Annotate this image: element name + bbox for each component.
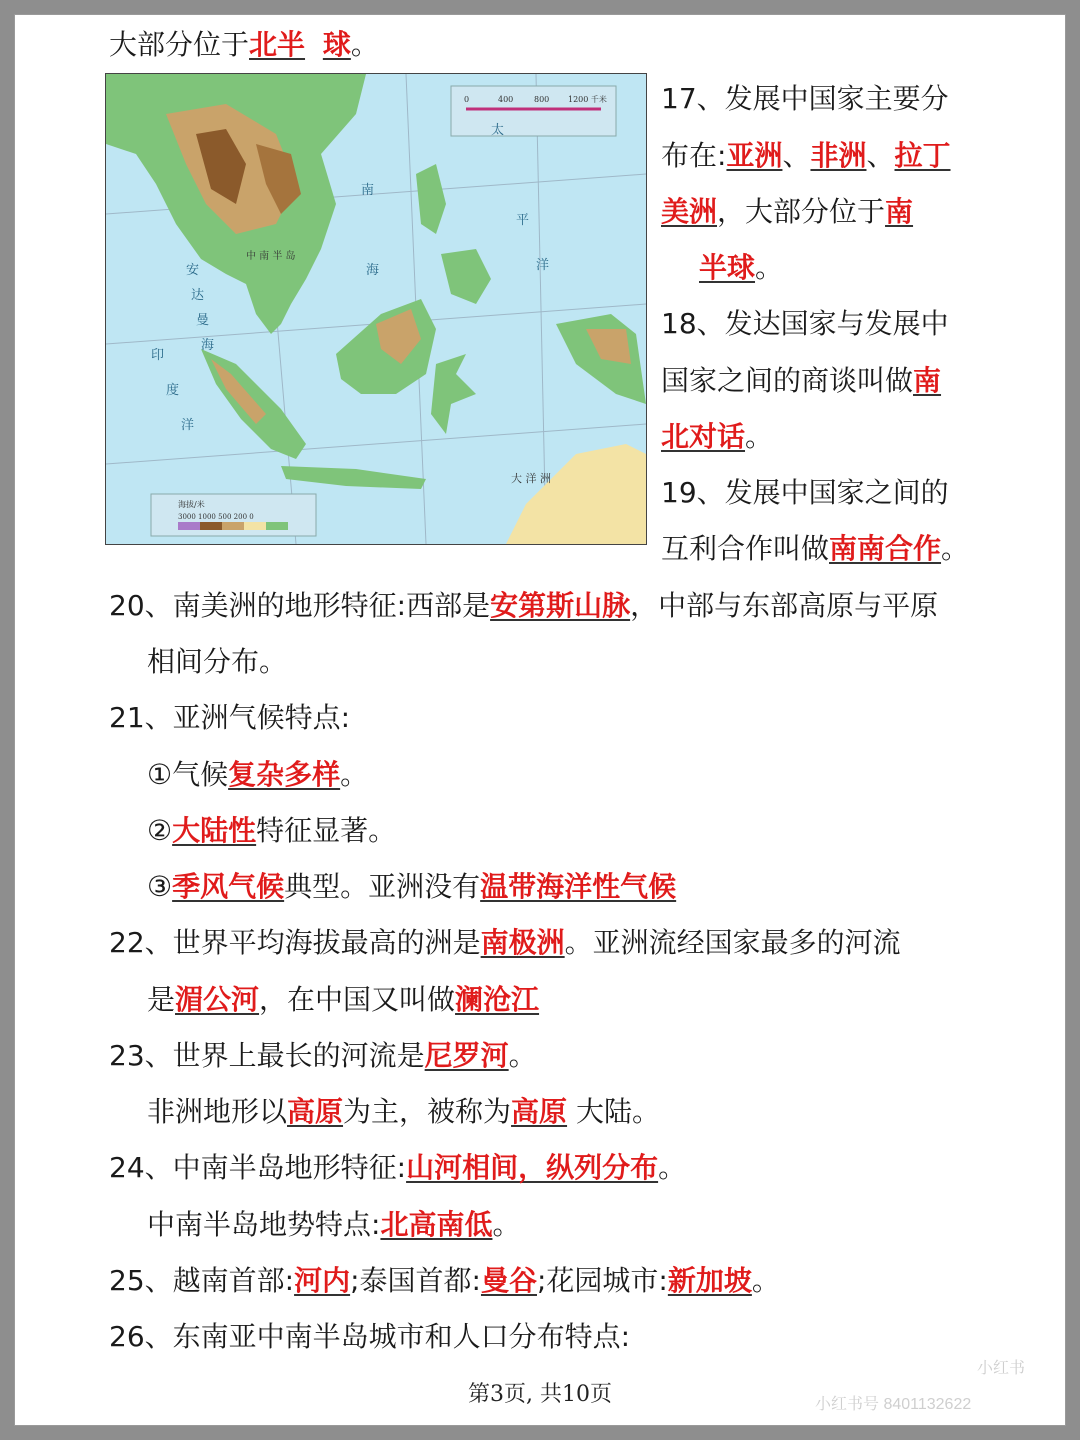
q22-line1 xyxy=(109,923,901,963)
text: 典型。亚洲没有 xyxy=(284,870,481,903)
text: 25、越南首部: xyxy=(109,1264,295,1297)
text: 大部分位于 xyxy=(109,28,250,61)
q25-line xyxy=(109,1261,780,1301)
text: 国家之间的商谈叫做 xyxy=(661,364,914,397)
q19-line2 xyxy=(661,529,969,569)
text: 互利合作叫做 xyxy=(661,532,830,565)
text: ，大部分位于 xyxy=(717,195,886,228)
text: 。 xyxy=(350,28,379,61)
text: 17、发展中国家主要分 xyxy=(661,82,949,115)
text: 相间分布。 xyxy=(147,645,288,678)
scale-label: 1200 千米 xyxy=(568,95,607,104)
scale-label: 0 xyxy=(464,95,470,104)
ocean-label: 度 xyxy=(166,383,180,398)
q17-line3 xyxy=(661,192,913,232)
q24-line2 xyxy=(147,1205,520,1245)
text: 特征显著。 xyxy=(256,814,397,847)
answer: 球 xyxy=(322,28,351,61)
text: 大陆。 xyxy=(567,1095,660,1128)
q19-line1 xyxy=(661,473,949,513)
sea-label: 海 xyxy=(366,263,380,278)
answer: 温带海洋性气候 xyxy=(480,870,677,903)
answer: 山河相间，纵列分布 xyxy=(406,1151,659,1184)
q20-line1 xyxy=(109,586,938,626)
answer: 北半 xyxy=(249,28,306,61)
q21-item1 xyxy=(147,755,368,795)
answer: 非洲 xyxy=(810,139,867,172)
text: 20、南美洲的地形特征:西部是 xyxy=(109,589,491,622)
text: 、 xyxy=(866,139,895,172)
q17-line1 xyxy=(661,79,949,119)
answer: 高原 xyxy=(287,1095,344,1128)
answer: 曼谷 xyxy=(480,1264,537,1297)
text: 非洲地形以 xyxy=(147,1095,288,1128)
q20-line2 xyxy=(147,642,287,682)
sea-label: 曼 xyxy=(196,313,210,328)
region-label: 中 南 半 岛 xyxy=(246,251,296,262)
answer: 河内 xyxy=(294,1264,351,1297)
text: 23、世界上最长的河流是 xyxy=(109,1039,425,1072)
text: 。 xyxy=(658,1151,687,1184)
text: 。 xyxy=(492,1208,521,1241)
scale-label: 800 xyxy=(534,95,550,104)
ocean-label: 平 xyxy=(516,213,530,228)
text: ①气候 xyxy=(147,758,229,791)
answer: 复杂多样 xyxy=(228,758,341,791)
text: 。 xyxy=(755,251,784,284)
answer: 半球 xyxy=(699,251,756,284)
q22-line2 xyxy=(147,980,539,1020)
text: 。 xyxy=(941,532,970,565)
answer: 季风气候 xyxy=(172,870,285,903)
answer: 南 xyxy=(913,364,942,397)
q24-line1 xyxy=(109,1148,686,1188)
answer: 美洲 xyxy=(661,195,718,228)
text: ② xyxy=(147,814,173,847)
ocean-label: 洋 xyxy=(536,258,550,273)
q23-line2 xyxy=(147,1092,660,1132)
text: 。亚洲流经国家最多的河流 xyxy=(564,926,901,959)
text: ;泰国首都: xyxy=(350,1264,481,1297)
map-graphic xyxy=(106,74,646,544)
q18-line1 xyxy=(661,304,949,344)
text: 中南半岛地势特点: xyxy=(147,1208,381,1241)
legend-title: 海拔/米 xyxy=(178,500,205,509)
sea-label: 南 xyxy=(361,183,375,198)
text: 。 xyxy=(340,758,369,791)
text: ，在中国又叫做 xyxy=(259,983,456,1016)
text: 18、发达国家与发展中 xyxy=(661,307,949,340)
document-page xyxy=(14,14,1066,1426)
watermark-brand: 小红书 xyxy=(977,1360,1026,1377)
answer: 南极洲 xyxy=(480,926,565,959)
answer: 大陆性 xyxy=(172,814,257,847)
q18-line3 xyxy=(661,417,773,457)
text: 22、世界平均海拔最高的洲是 xyxy=(109,926,481,959)
scale-label: 400 xyxy=(498,95,514,104)
text: 布在: xyxy=(661,139,727,172)
q23-line1 xyxy=(109,1036,537,1076)
text: 21、亚洲气候特点: xyxy=(109,701,351,734)
line-top xyxy=(109,25,379,65)
answer: 湄公河 xyxy=(175,983,260,1016)
sea-label: 安 xyxy=(186,263,200,278)
southeast-asia-map xyxy=(105,73,647,545)
legend-ticks: 3000 1000 500 200 0 xyxy=(178,513,254,521)
q21-item3 xyxy=(147,867,676,907)
text: 26、东南亚中南半岛城市和人口分布特点: xyxy=(109,1320,631,1353)
text: 24、中南半岛地形特征: xyxy=(109,1151,407,1184)
page-footer: 第3页, 共10页 xyxy=(468,1382,612,1407)
ocean-label: 印 xyxy=(151,348,165,363)
text: 。 xyxy=(745,420,774,453)
watermark-id: 小红书号 8401132622 xyxy=(815,1396,972,1413)
answer: 安第斯山脉 xyxy=(490,589,631,622)
q21-item2 xyxy=(147,811,396,851)
continent-label: 大 洋 洲 xyxy=(511,472,551,485)
ocean-label: 太 xyxy=(491,123,505,138)
q26-line xyxy=(109,1317,630,1357)
text: ;花园城市: xyxy=(536,1264,668,1297)
text: 、 xyxy=(782,139,811,172)
text: 。 xyxy=(508,1039,537,1072)
answer: 新加坡 xyxy=(667,1264,752,1297)
answer: 拉丁 xyxy=(894,139,951,172)
text: 为主，被称为 xyxy=(343,1095,512,1128)
answer: 北对话 xyxy=(661,420,746,453)
answer: 南南合作 xyxy=(829,532,942,565)
answer: 亚洲 xyxy=(726,139,783,172)
answer: 高原 xyxy=(511,1095,568,1128)
ocean-label: 洋 xyxy=(181,418,195,433)
q21-line1 xyxy=(109,698,350,738)
q17-line2 xyxy=(661,136,951,176)
text: 。 xyxy=(751,1264,780,1297)
sea-label: 达 xyxy=(191,288,205,303)
text: ③ xyxy=(147,870,173,903)
q17-line4 xyxy=(699,248,783,288)
text: 19、发展中国家之间的 xyxy=(661,476,949,509)
sea-label: 海 xyxy=(201,338,215,353)
text: ，中部与东部高原与平原 xyxy=(630,589,939,622)
answer: 南 xyxy=(885,195,914,228)
answer: 尼罗河 xyxy=(424,1039,509,1072)
answer: 北高南低 xyxy=(380,1208,493,1241)
text: 是 xyxy=(147,983,176,1016)
q18-line2 xyxy=(661,361,941,401)
answer: 澜沧江 xyxy=(455,983,540,1016)
